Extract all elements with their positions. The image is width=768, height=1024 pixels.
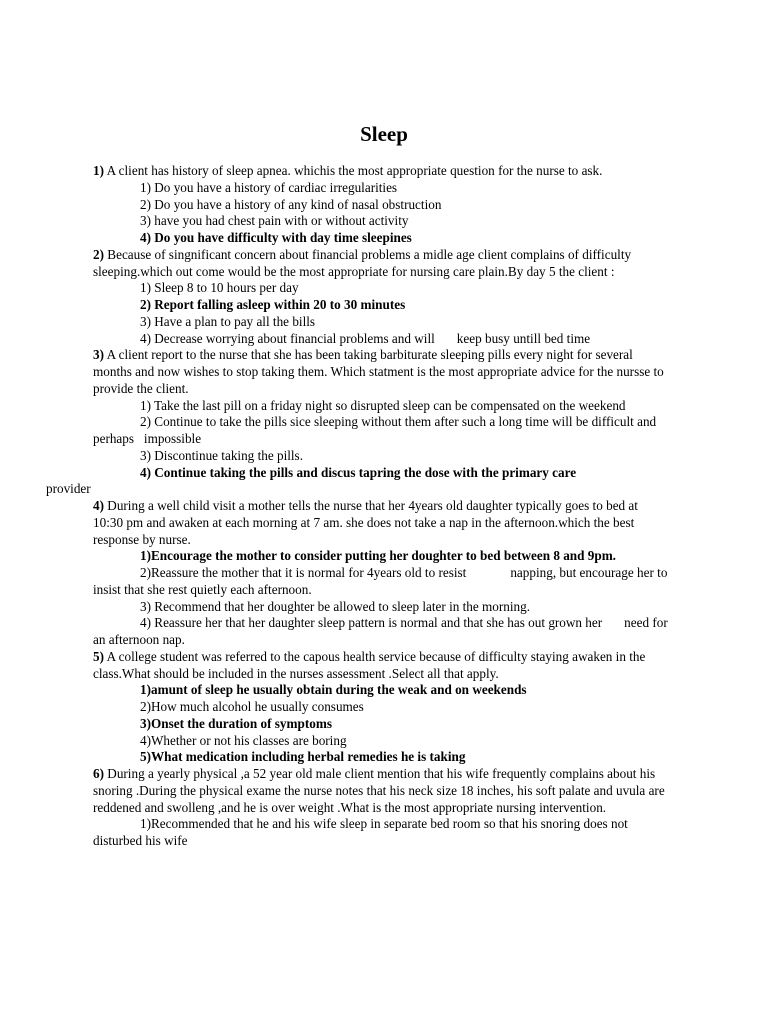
question-stem: During a yearly physical ,a 52 year old male client mention that his wife frequently complains about his snoring .During the physical exame the nurse notes that his neck size 18 inches, his soft palate and uvula are reddened and swolleng ,and he is over weight .What is the most appropriate nursing intervention. bbox=[93, 766, 665, 815]
question-stem: During a well child visit a mother tells the nurse that her 4years old daughter typically goes to bed at 10:30 pm and awaken at each morning at 7 am. she does not take a nap in the afternoon.which the best response by nurse. bbox=[93, 498, 638, 547]
question-stem: A client has history of sleep apnea. whichis the most appropriate question for the nurse to ask. bbox=[104, 163, 603, 178]
option-text-continued: napping, but encourage her to insist that she rest quietly each afternoon. bbox=[93, 565, 668, 597]
question-5-option-4: 4)Whether or not his classes are boring bbox=[140, 732, 347, 748]
option-text: 4) Reassure her that her daughter sleep pattern is normal and that she has out grown her bbox=[140, 615, 603, 631]
question-stem: Because of singnificant concern about financial problems a midle age client complains of difficulty sleeping.which out come would be the most appropriate for nursing care plain.By day 5 the client : bbox=[93, 246, 632, 279]
question-2-option-4 bbox=[93, 331, 671, 348]
question-1-option-1: 1) Do you have a history of cardiac irregularities bbox=[140, 179, 398, 195]
question-number: 2) bbox=[93, 246, 104, 262]
question-5 bbox=[93, 649, 671, 683]
question-2-option-1: 1) Sleep 8 to 10 hours per day bbox=[140, 280, 299, 296]
question-stem: A client report to the nurse that she has been taking barbiturate sleeping pills every night for several months and now wishes to stop taking them. Which statment is the most appropriate advice for the nursse to provide the client. bbox=[93, 347, 664, 396]
question-number: 1) bbox=[93, 163, 104, 178]
question-4-option-4 bbox=[93, 615, 671, 649]
option-text: 2) Continue to take the pills sice sleeping without them after such a long time will be difficult and perhaps bbox=[93, 414, 657, 446]
question-4 bbox=[93, 498, 671, 548]
option-text-continued: need for an afternoon nap. bbox=[93, 615, 668, 647]
question-stem: A college student was referred to the capous health service because of difficulty staying awaken in the class.What should be included in the nurses assessment .Select all that apply. bbox=[93, 648, 646, 681]
question-5-option-1-answer: 1)amunt of sleep he usually obtain during the weak and on weekends bbox=[140, 682, 527, 698]
option-text-continued: keep busy untill bed time bbox=[456, 330, 591, 346]
question-1-option-2: 2) Do you have a history of any kind of nasal obstruction bbox=[140, 196, 442, 212]
question-1 bbox=[93, 163, 671, 180]
question-6 bbox=[93, 766, 671, 816]
question-1-option-4-answer: 4) Do you have difficulty with day time sleepines bbox=[140, 230, 412, 245]
question-3-option-3: 3) Discontinue taking the pills. bbox=[140, 447, 303, 463]
option-text: 4) Decrease worrying about financial problems and will bbox=[140, 330, 435, 346]
question-number: 5) bbox=[93, 648, 104, 664]
question-4-option-1-answer: 1)Encourage the mother to consider putting her doughter to bed between 8 and 9pm. bbox=[140, 548, 616, 564]
question-4-option-3: 3) Recommend that her doughter be allowed to sleep later in the morning. bbox=[140, 598, 531, 614]
question-number: 3) bbox=[93, 347, 104, 363]
option-text: 2)Reassure the mother that it is normal for 4years old to resist bbox=[140, 565, 467, 580]
question-2-option-2-answer: 2) Report falling asleep within 20 to 30 minutes bbox=[140, 297, 406, 312]
option-text-continued: impossible bbox=[143, 431, 202, 446]
option-text: 4) Continue taking the pills and discus tapring the dose with the primary care bbox=[140, 464, 577, 480]
question-4-option-2 bbox=[93, 565, 671, 599]
question-3-option-1: 1) Take the last pill on a friday night so disrupted sleep can be compensated on the weekend bbox=[140, 397, 626, 413]
question-5-option-5-answer: 5)What medication including herbal remedies he is taking bbox=[140, 749, 466, 765]
question-number: 4) bbox=[93, 498, 104, 513]
question-1-option-3: 3) have you had chest pain with or without activity bbox=[140, 213, 409, 229]
document-body bbox=[46, 163, 671, 850]
question-2 bbox=[93, 247, 671, 281]
question-3-option-2 bbox=[93, 414, 671, 448]
question-number: 6) bbox=[93, 766, 104, 781]
question-6-option-1: 1)Recommended that he and his wife sleep in separate bed room so that his snoring does not disturbed his wife bbox=[93, 816, 628, 848]
document-title: Sleep bbox=[360, 122, 408, 146]
question-3 bbox=[93, 347, 671, 397]
question-5-option-3-answer: 3)Onset the duration of symptoms bbox=[140, 715, 332, 731]
option-text-continued: provider bbox=[46, 481, 91, 497]
question-2-option-3: 3) Have a plan to pay all the bills bbox=[140, 313, 316, 329]
question-5-option-2: 2)How much alcohol he usually consumes bbox=[140, 699, 364, 714]
question-3-option-4-answer bbox=[46, 464, 671, 499]
